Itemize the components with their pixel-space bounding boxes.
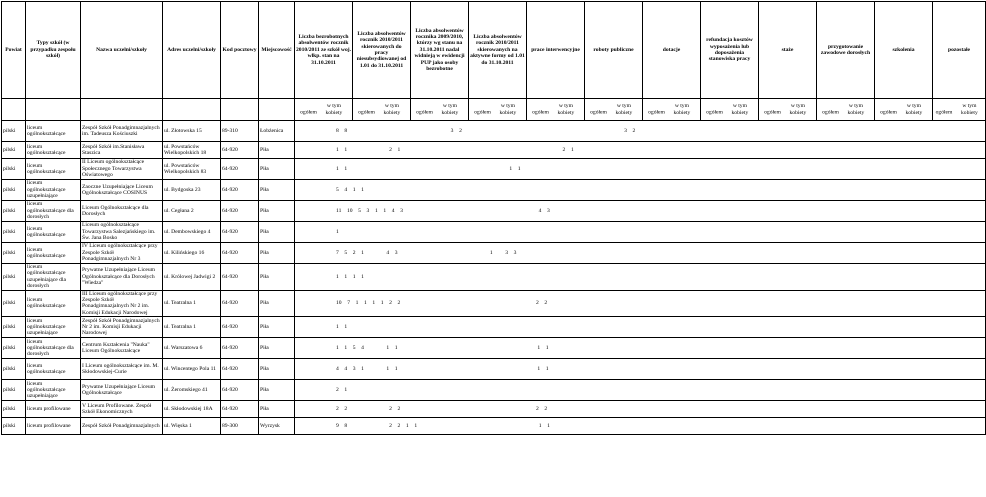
cell-nazwa: I Liceum ogólnokształcące im. M. Skłodowskiej-Curie xyxy=(81,359,163,380)
cell-nazwa: V Liceum Profilowane. Zespół Szkół Ekonomicznych xyxy=(81,401,163,418)
total-label: ogółem xyxy=(648,109,665,116)
table-row xyxy=(2,243,986,264)
values-text: 9 8 2 2 1 1 1 1 xyxy=(336,423,550,430)
cell-miejsc: Piła xyxy=(259,159,295,180)
header-cell: Nazwa uczelni/szkoły xyxy=(81,2,163,99)
cell-kod: 64-920 xyxy=(221,359,259,380)
women-label: w tym kobiety xyxy=(789,103,807,116)
cell-kod: 64-920 xyxy=(221,180,259,201)
cell-powiat: pilski xyxy=(2,180,26,201)
cell-typ: liceum ogólnokształcące xyxy=(26,222,81,243)
header-cell: Liczba bezrobotnych absolwentów rocznik 2010/2011 ze szkół woj. wlkp. stan na 31.10.2011 xyxy=(295,2,353,99)
header-cell: roboty publiczne xyxy=(585,2,643,99)
cell-adres: ul. Żeromskiego 41 xyxy=(163,380,221,401)
cell-adres: ul. Teatralna 1 xyxy=(163,290,221,317)
table-row xyxy=(2,159,986,180)
cell-powiat: pilski xyxy=(2,338,26,359)
cell-typ: liceum ogólnokształcące xyxy=(26,159,81,180)
women-label: w tym kobiety xyxy=(731,103,749,116)
cell-miejsc: Piła xyxy=(259,142,295,159)
cell-nazwa: II Liceum ogólnokształcące Społecznego Towarzystwa Oświatowego xyxy=(81,159,163,180)
cell-adres: ul. Warszatowa 6 xyxy=(163,338,221,359)
header-cell: Liczba absolwentów rocznik 2010/2011 skierowanych do pracy niesubsydiowanej od 1.01 do 31.10.2011 xyxy=(353,2,411,99)
cell-powiat: pilski xyxy=(2,159,26,180)
cell-powiat: pilski xyxy=(2,317,26,338)
values-text: 4 4 3 1 1 1 1 1 xyxy=(336,366,549,373)
cell-miejsc: Piła xyxy=(259,201,295,222)
cell-kod: 64-920 xyxy=(221,380,259,401)
subheader-cell xyxy=(585,99,643,121)
cell-nazwa: Prywatne Uzupełniające Liceum Ogólnokształcące dla Dorosłych "Wiedza" xyxy=(81,264,163,291)
cell-kod: 64-920 xyxy=(221,201,259,222)
cell-miejsc: Wyrzysk xyxy=(259,418,295,435)
cell-values xyxy=(295,418,986,435)
subheader-cell xyxy=(933,99,986,121)
cell-nazwa: Liceum Ogólnokształcące dla Dorosłych xyxy=(81,201,163,222)
cell-miejsc: Piła xyxy=(259,264,295,291)
cell-values xyxy=(295,222,986,243)
table-row xyxy=(2,180,986,201)
cell-typ: liceum profilowane xyxy=(26,401,81,418)
cell-typ: liceum ogólnokształcące xyxy=(26,243,81,264)
cell-powiat: pilski xyxy=(2,290,26,317)
cell-adres: ul. Teatralna 1 xyxy=(163,317,221,338)
cell-typ: liceum profilowane xyxy=(26,418,81,435)
table-row xyxy=(2,380,986,401)
header-cell: dotacje xyxy=(643,2,701,99)
cell-nazwa: Zespół Szkół Ponadgimnazjalnych Nr 2 im. Komisji Edukacji Narodowej xyxy=(81,317,163,338)
cell-adres: ul. Cegłana 2 xyxy=(163,201,221,222)
cell-typ: liceum ogólnokształcące xyxy=(26,121,81,142)
cell-nazwa: Prywatne Uzupełniające Liceum Ogólnokształcące xyxy=(81,380,163,401)
women-label: w tym kobiety xyxy=(383,103,401,116)
women-label: w tym kobiety xyxy=(557,103,575,116)
women-label: w tym kobiety xyxy=(441,103,459,116)
cell-powiat: pilski xyxy=(2,201,26,222)
cell-values xyxy=(295,201,986,222)
cell-kod: 89-310 xyxy=(221,121,259,142)
total-label: ogółem xyxy=(590,109,607,116)
values-text: 11 10 5 3 1 1 4 3 4 3 xyxy=(336,207,550,214)
subheader-cell xyxy=(527,99,585,121)
cell-typ: liceum ogólnokształcące dla dorosłych xyxy=(26,338,81,359)
cell-adres: ul. Bydgoska 23 xyxy=(163,180,221,201)
cell-powiat: pilski xyxy=(2,401,26,418)
cell-nazwa: Zespół Szkół Ponadgimnazjalnych im. Tadeusza Kościuszki xyxy=(81,121,163,142)
cell-nazwa: Zespół Szkół Ponadgimnazjalnych xyxy=(81,418,163,435)
cell-powiat: pilski xyxy=(2,359,26,380)
cell-values xyxy=(295,121,986,142)
cell-values xyxy=(295,142,986,159)
header-cell: Powiat xyxy=(2,2,26,99)
cell-powiat: pilski xyxy=(2,121,26,142)
cell-miejsc: Piła xyxy=(259,338,295,359)
subheader-cell xyxy=(817,99,875,121)
values-text: 1 1 2 1 2 1 xyxy=(336,146,574,153)
values-text: 1 1 1 1 xyxy=(336,273,364,280)
cell-values xyxy=(295,359,986,380)
cell-values xyxy=(295,338,986,359)
table-row xyxy=(2,142,986,159)
cell-kod: 64-920 xyxy=(221,222,259,243)
cell-adres: ul. Więska 1 xyxy=(163,418,221,435)
cell-values xyxy=(295,180,986,201)
cell-adres: ul. Królowej Jadwigi 2 xyxy=(163,264,221,291)
cell-miejsc: Piła xyxy=(259,243,295,264)
cell-values xyxy=(295,380,986,401)
values-text: 2 1 xyxy=(336,387,348,394)
values-text: 8 8 3 2 3 2 xyxy=(336,127,636,134)
cell-miejsc: Piła xyxy=(259,401,295,418)
cell-miejsc: Piła xyxy=(259,380,295,401)
cell-typ: liceum ogólnokształcące uzupełniające xyxy=(26,380,81,401)
table-row xyxy=(2,222,986,243)
women-label: w tym kobiety xyxy=(905,103,923,116)
total-label: ogółem xyxy=(474,109,491,116)
subheader-cell xyxy=(353,99,411,121)
cell-kod: 64-920 xyxy=(221,142,259,159)
subheader-cell xyxy=(701,99,759,121)
total-label: ogółem xyxy=(300,109,317,116)
total-label: ogółem xyxy=(358,109,375,116)
cell-miejsc: Piła xyxy=(259,222,295,243)
women-label: w tym kobiety xyxy=(499,103,517,116)
cell-kod: 64-920 xyxy=(221,159,259,180)
total-label: ogółem xyxy=(416,109,433,116)
cell-adres: ul. Dembowskiego 4 xyxy=(163,222,221,243)
cell-nazwa: Centrum Kształcenia "Nauka" Liceum Ogólnokształcące xyxy=(81,338,163,359)
data-table xyxy=(1,1,986,435)
cell-typ: liceum ogólnokształcące uzupełniające xyxy=(26,317,81,338)
cell-nazwa: Liceum ogólnokształcące Towarzystwa Salezjańskiego im. Św. Jana Bosko xyxy=(81,222,163,243)
table-row xyxy=(2,317,986,338)
cell-adres: ul. Powstańców Wielkopolskich 83 xyxy=(163,159,221,180)
cell-typ: liceum ogólnokształcące xyxy=(26,359,81,380)
values-text: 2 2 2 2 2 2 xyxy=(336,406,548,413)
values-text: 5 4 1 1 xyxy=(336,186,364,193)
women-label: w tym kobiety xyxy=(961,103,978,116)
cell-values xyxy=(295,159,986,180)
cell-nazwa: Zespół Szkół im.Stanisława Staszica xyxy=(81,142,163,159)
cell-miejsc: Łobżenica xyxy=(259,121,295,142)
values-text: 7 5 2 1 4 3 1 3 3 xyxy=(336,249,517,256)
cell-typ: liceum ogólnokształcące uzupełniające xyxy=(26,180,81,201)
header-row xyxy=(2,2,986,99)
cell-values xyxy=(295,317,986,338)
values-text: 1 xyxy=(336,228,339,235)
cell-values xyxy=(295,264,986,291)
cell-adres: ul. Wincentego Pola 11 xyxy=(163,359,221,380)
cell-typ: liceum ogólnokształcące xyxy=(26,290,81,317)
cell-kod: 89-300 xyxy=(221,418,259,435)
cell-nazwa: III Liceum ogólnokształcące przy Zespole Szkół Ponadgimnazjalnych Nr 2 im. Komisji Edukacji Narodowej xyxy=(81,290,163,317)
cell-typ: liceum ogólnokształcące dla dorosłych xyxy=(26,201,81,222)
women-label: w tym kobiety xyxy=(847,103,865,116)
subheader-cell xyxy=(759,99,817,121)
cell-adres: ul. Złotowska 15 xyxy=(163,121,221,142)
cell-values xyxy=(295,243,986,264)
cell-powiat: pilski xyxy=(2,142,26,159)
cell-kod: 64-920 xyxy=(221,338,259,359)
table-row xyxy=(2,201,986,222)
total-label: ogółem xyxy=(822,109,839,116)
values-text: 1 1 5 4 1 1 1 1 xyxy=(336,345,549,352)
cell-adres: ul. Kilińskiego 16 xyxy=(163,243,221,264)
women-label: w tym kobiety xyxy=(615,103,633,116)
header-cell: pozostałe xyxy=(933,2,986,99)
table-row xyxy=(2,121,986,142)
cell-nazwa: Zaoczne Uzupełniające Liceum Ogólnokształcące COSINUS xyxy=(81,180,163,201)
cell-miejsc: Piła xyxy=(259,359,295,380)
cell-miejsc: Piła xyxy=(259,180,295,201)
subheader-cell xyxy=(411,99,469,121)
subheader-row xyxy=(2,99,986,121)
table-row xyxy=(2,264,986,291)
cell-miejsc: Piła xyxy=(259,290,295,317)
cell-adres: ul. Powstańców Wielkopolskich 18 xyxy=(163,142,221,159)
header-cell: Liczba absolwentów rocznik 2010/2011 skierowanych na aktywne formy od 1.01 do 31.10.2011 xyxy=(469,2,527,99)
total-label: ogółem xyxy=(706,109,723,116)
header-cell: przygotowanie zawodowe dorosłych xyxy=(817,2,875,99)
cell-powiat: pilski xyxy=(2,418,26,435)
header-cell: Adres uczelni/szkoły xyxy=(163,2,221,99)
cell-powiat: pilski xyxy=(2,222,26,243)
cell-typ: liceum ogólnokształcące xyxy=(26,142,81,159)
cell-values xyxy=(295,290,986,317)
total-label: ogółem xyxy=(532,109,549,116)
cell-typ: liceum ogólnokształcące uzupełniające dla dorosłych xyxy=(26,264,81,291)
header-cell: refundacja kosztów wyposażenia lub doposażenia stanowiska pracy xyxy=(701,2,759,99)
table-row xyxy=(2,290,986,317)
subheader-cell xyxy=(875,99,933,121)
subheader-cell xyxy=(643,99,701,121)
cell-kod: 64-920 xyxy=(221,243,259,264)
cell-miejsc: Piła xyxy=(259,317,295,338)
header-cell: szkolenia xyxy=(875,2,933,99)
cell-powiat: pilski xyxy=(2,243,26,264)
cell-powiat: pilski xyxy=(2,264,26,291)
values-text: 1 1 1 1 xyxy=(336,165,521,172)
women-label: w tym kobiety xyxy=(325,103,343,116)
header-cell: prace interwencyjne xyxy=(527,2,585,99)
header-cell: Miejscowość xyxy=(259,2,295,99)
values-text: 10 7 1 1 1 1 2 2 2 2 xyxy=(336,300,548,307)
header-cell: Typy szkół (w przypadku zespołu szkół) xyxy=(26,2,81,99)
cell-kod: 64-920 xyxy=(221,401,259,418)
cell-nazwa: IV Liceum ogólnokształcące przy Zespole Szkół Ponadgimnazjalnych Nr 3 xyxy=(81,243,163,264)
table-row xyxy=(2,359,986,380)
table-row xyxy=(2,338,986,359)
cell-adres: ul. Skłodowskiej 18A xyxy=(163,401,221,418)
header-cell: staże xyxy=(759,2,817,99)
cell-kod: 64-920 xyxy=(221,264,259,291)
header-cell: Kod pocztowy xyxy=(221,2,259,99)
cell-kod: 64-920 xyxy=(221,290,259,317)
table-row xyxy=(2,418,986,435)
subheader-cell xyxy=(295,99,353,121)
cell-kod: 64-920 xyxy=(221,317,259,338)
cell-values xyxy=(295,401,986,418)
header-cell: Liczba absolwentów rocznika 2009/2010, którzy wg stanu na 31.10.2011 nadal widnieją w ewidencji PUP jako osoby bezrobotne xyxy=(411,2,469,99)
values-text: 1 1 xyxy=(336,324,348,331)
total-label: ogółem xyxy=(880,109,897,116)
total-label: ogółem xyxy=(764,109,781,116)
total-label: ogółem xyxy=(935,109,953,116)
women-label: w tym kobiety xyxy=(673,103,691,116)
cell-powiat: pilski xyxy=(2,380,26,401)
table-row xyxy=(2,401,986,418)
subheader-cell xyxy=(469,99,527,121)
